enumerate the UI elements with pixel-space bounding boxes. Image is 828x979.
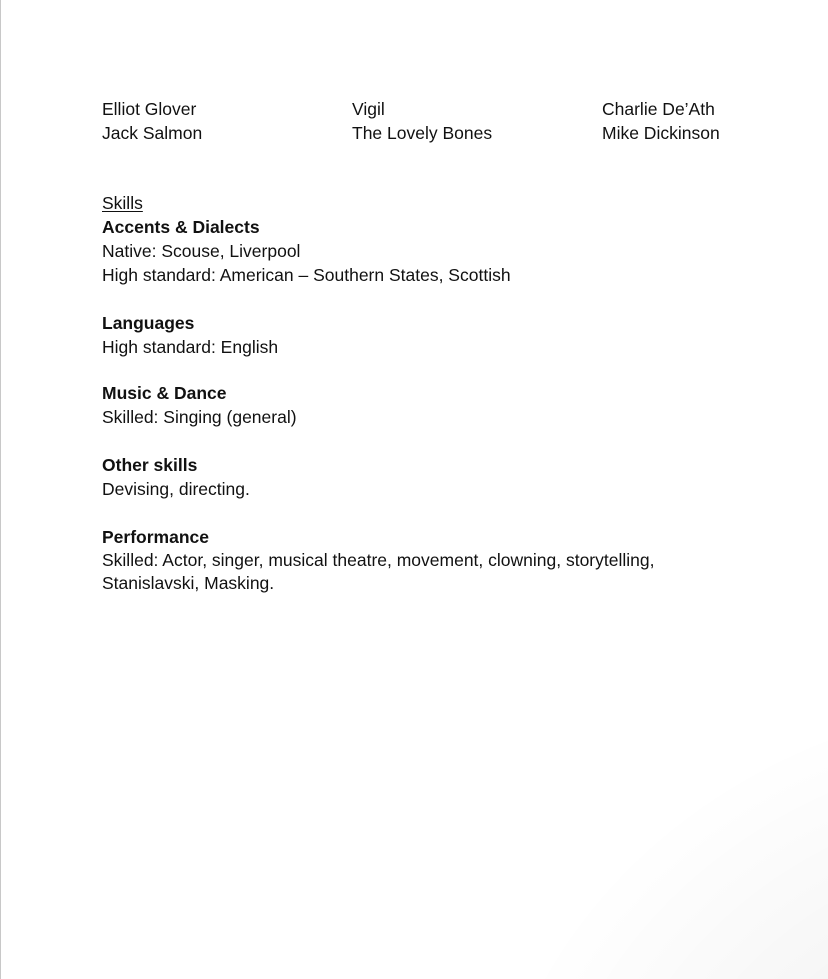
credit-director: Charlie De’Ath [602,99,715,119]
skills-title: Skills [102,193,143,213]
section-line: High standard: English [102,337,279,357]
section-heading-languages: Languages [102,313,195,333]
skills-section [102,191,742,595]
spacer [102,501,742,525]
section-line: Skilled: Singing (general) [102,407,297,427]
spacer [102,429,742,453]
section-heading-other-skills: Other skills [102,455,198,475]
credit-production: The Lovely Bones [352,123,493,143]
section-heading-music-dance: Music & Dance [102,383,227,403]
section-heading-performance: Performance [102,527,209,547]
section-heading-accents: Accents & Dialects [102,217,260,237]
section-line: Devising, directing. [102,479,250,499]
credit-role: Jack Salmon [102,123,203,143]
spacer [102,287,742,311]
section-line: Skilled: Actor, singer, musical theatre, movement, clowning, storytelling, [102,550,655,570]
credit-role: Elliot Glover [102,99,197,119]
section-line: High standard: American – Southern States, Scottish [102,265,511,285]
credit-row [102,121,762,145]
section-line: Native: Scouse, Liverpool [102,241,301,261]
spacer [102,359,742,381]
credits-table [102,97,762,145]
credit-row [102,97,762,121]
credit-production: Vigil [352,99,385,119]
page-corner-shadow [421,640,828,979]
credit-director: Mike Dickinson [602,123,720,143]
section-line: Stanislavski, Masking. [102,573,275,593]
